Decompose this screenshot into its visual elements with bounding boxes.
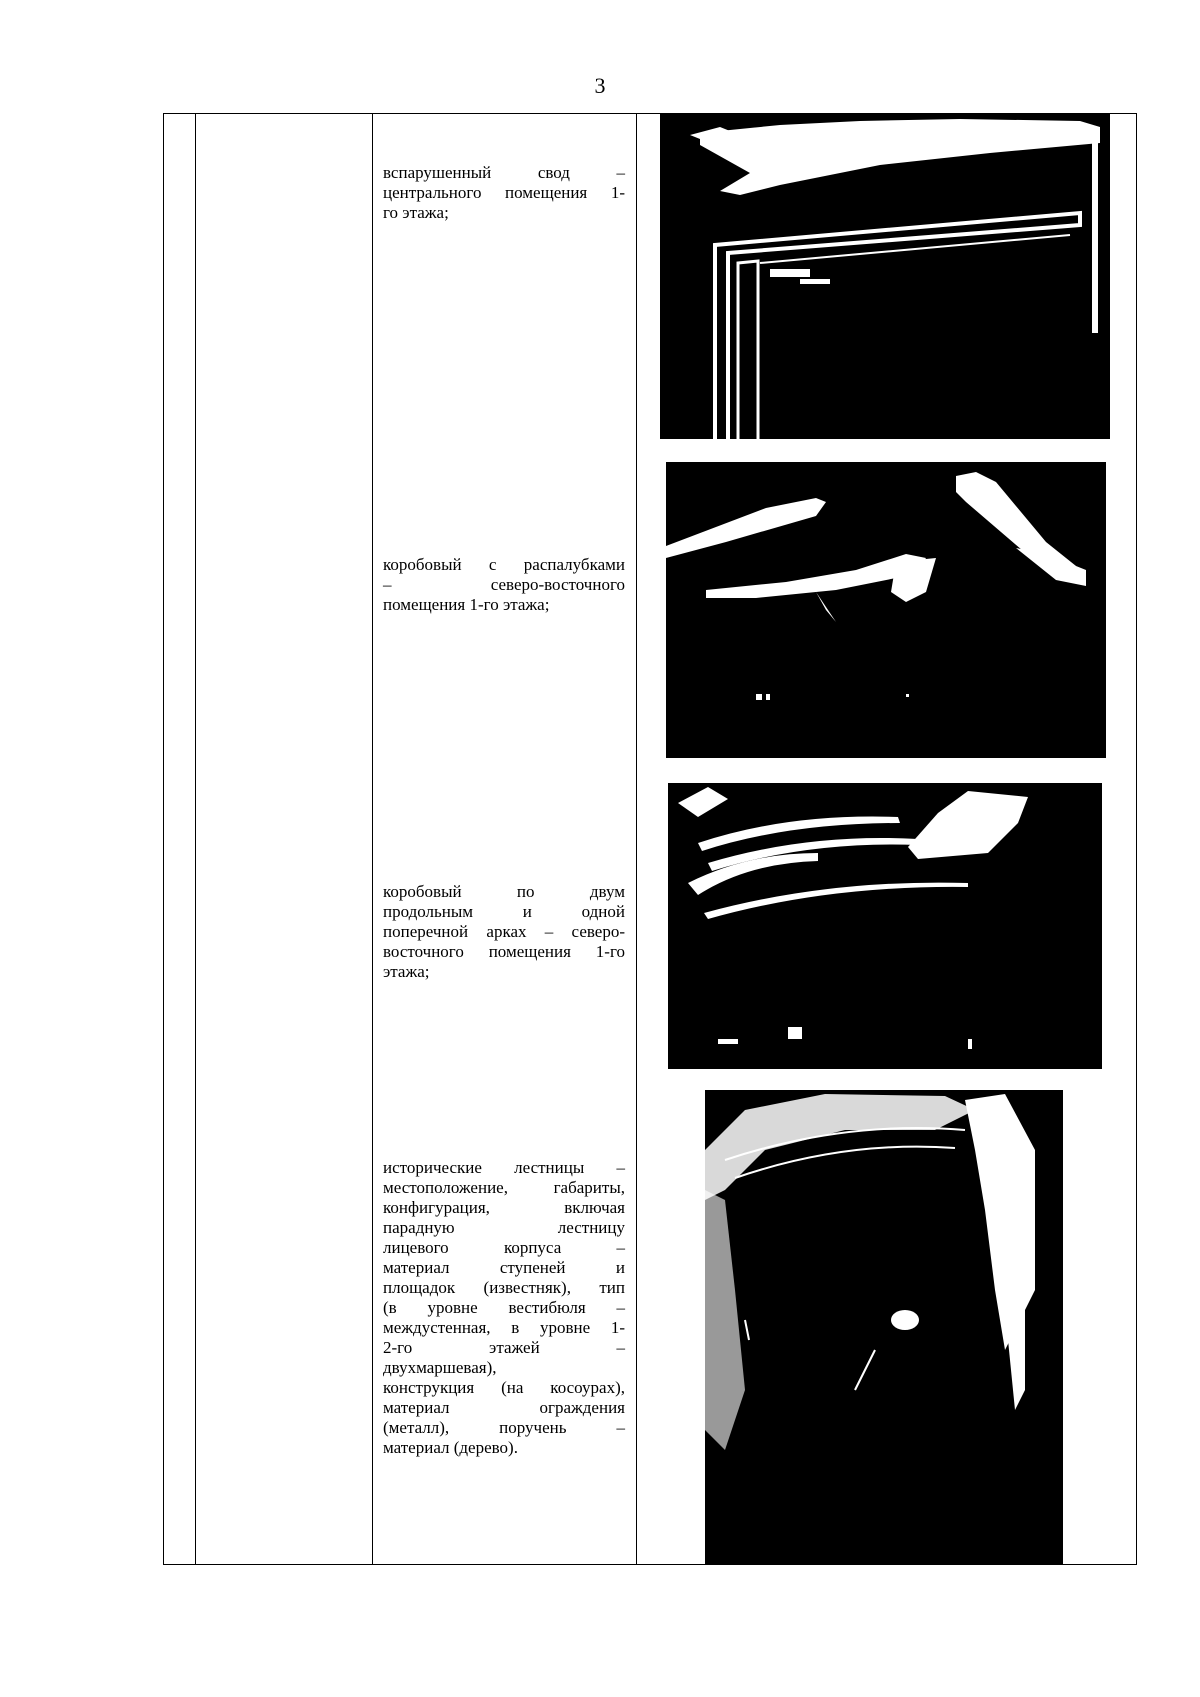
description-historic-stairs [383,1158,625,1458]
text-line: коробовый с распалубками [383,555,625,574]
text-line: двухмаршевая), [383,1358,497,1377]
description-vault-arches [383,882,625,982]
text-line: конструкция (на косоурах), [383,1378,625,1397]
photo-vault-arches [668,783,1102,1069]
text-line: помещения 1-го этажа; [383,595,550,614]
photo-vaulted-ceiling [660,113,1110,439]
text-line: парадную лестницу [383,1218,625,1237]
description-vault-central [383,163,625,223]
text-line: продольным и одной [383,902,625,921]
text-line: 2-го этажей – [383,1338,625,1357]
text-line: материал ступеней и [383,1258,625,1277]
text-line: материал ограждения [383,1398,625,1417]
text-line: поперечной арках – северо- [383,922,625,941]
text-line: лицевого корпуса – [383,1238,625,1257]
text-line: – северо-восточного [383,575,625,594]
text-line: междустенная, в уровне 1- [383,1318,625,1337]
page-number: 3 [594,73,606,98]
photo-vault-lunettes [666,462,1106,758]
column-divider-2 [372,113,373,1565]
photo-staircase [705,1090,1063,1565]
text-line: местоположение, габариты, [383,1178,625,1197]
text-line: (металл), поручень – [383,1418,625,1437]
column-divider-1 [195,113,196,1565]
description-vault-lunettes [383,555,625,615]
text-line: коробовый по двум [383,882,625,901]
text-line: конфигурация, включая [383,1198,625,1217]
text-line: центрального помещения 1- [383,183,625,202]
text-line: вспарушенный свод – [383,163,625,182]
text-line: (в уровне вестибюля – [383,1298,625,1317]
text-line: го этажа; [383,203,449,222]
text-line: исторические лестницы – [383,1158,625,1177]
text-line: материал (дерево). [383,1438,518,1457]
text-line: этажа; [383,962,430,981]
column-divider-3 [636,113,637,1565]
text-line: восточного помещения 1-го [383,942,625,961]
text-line: площадок (известняк), тип [383,1278,625,1297]
